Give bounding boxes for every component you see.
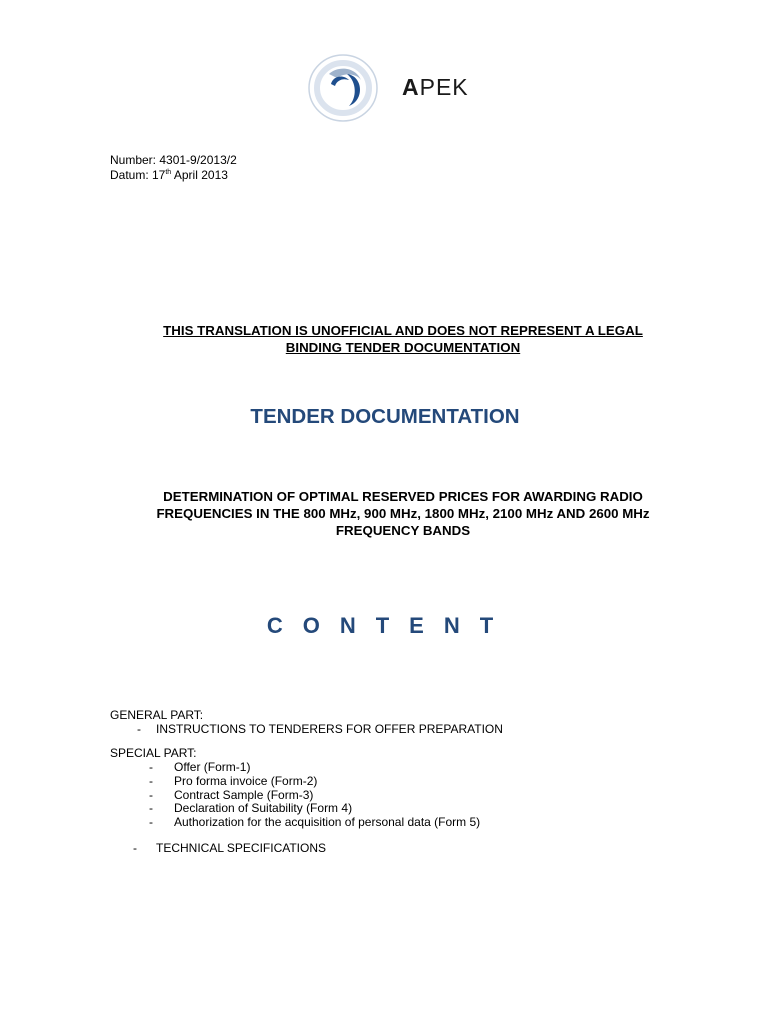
general-part-label: GENERAL PART: (110, 708, 204, 722)
list-dash: - (149, 787, 153, 802)
subtitle-line-1: DETERMINATION OF OPTIMAL RESERVED PRICES FOR AWARDING RADIO (163, 489, 643, 504)
date-prefix: Datum: 17 (110, 168, 166, 182)
logo-text-strong: A (402, 74, 420, 100)
table-of-contents (110, 709, 503, 855)
special-part-label: SPECIAL PART: (110, 746, 197, 761)
logo-wordmark (402, 74, 469, 101)
list-item-text: Authorization for the acquisition of personal data (Form 5) (174, 814, 481, 829)
subtitle-line-3: FREQUENCY BANDS (335, 523, 471, 538)
list-item-text: Contract Sample (Form-3) (174, 787, 314, 802)
list-dash: - (149, 760, 153, 775)
document-title: TENDER DOCUMENTATION (250, 405, 520, 428)
content-heading: CONTENT (266, 613, 514, 638)
logo-text-rest: PEK (419, 74, 469, 100)
list-item (110, 816, 503, 830)
technical-specifications-item (110, 842, 503, 856)
apek-logo-mark-icon (307, 52, 383, 124)
disclaimer-line-2: BINDING TENDER DOCUMENTATION (285, 340, 521, 355)
list-dash: - (149, 801, 153, 816)
list-item-text: Declaration of Suitability (Form 4) (174, 801, 353, 816)
date-suffix: April 2013 (171, 168, 228, 182)
subtitle-line-2: FREQUENCIES IN THE 800 MHz, 900 MHz, 1800 MHz, 2100 MHz AND 2600 MHz (156, 506, 650, 521)
disclaimer-line-1: THIS TRANSLATION IS UNOFFICIAL AND DOES NOT REPRESENT A LEGAL (163, 323, 643, 338)
apek-logo (307, 52, 487, 124)
list-dash: - (133, 840, 137, 855)
list-item (110, 789, 503, 803)
list-item (110, 802, 503, 816)
general-part-list (110, 723, 503, 737)
list-dash: - (149, 773, 153, 788)
document-meta (110, 153, 237, 183)
list-item-text: TECHNICAL SPECIFICATIONS (156, 840, 327, 855)
special-part-list (110, 761, 503, 830)
translation-disclaimer (60, 322, 746, 356)
list-dash: - (137, 721, 141, 736)
document-number: Number: 4301-9/2013/2 (110, 153, 237, 167)
list-item (110, 723, 503, 737)
document-date (110, 168, 237, 183)
list-dash: - (149, 814, 153, 829)
list-item (110, 761, 503, 775)
date-ordinal: th (165, 169, 172, 176)
list-item-text: Offer (Form-1) (174, 760, 251, 775)
list-item-text: INSTRUCTIONS TO TENDERERS FOR OFFER PREPARATION (156, 721, 503, 736)
list-item (110, 775, 503, 789)
document-subtitle (60, 488, 746, 539)
list-item-text: Pro forma invoice (Form-2) (174, 773, 318, 788)
